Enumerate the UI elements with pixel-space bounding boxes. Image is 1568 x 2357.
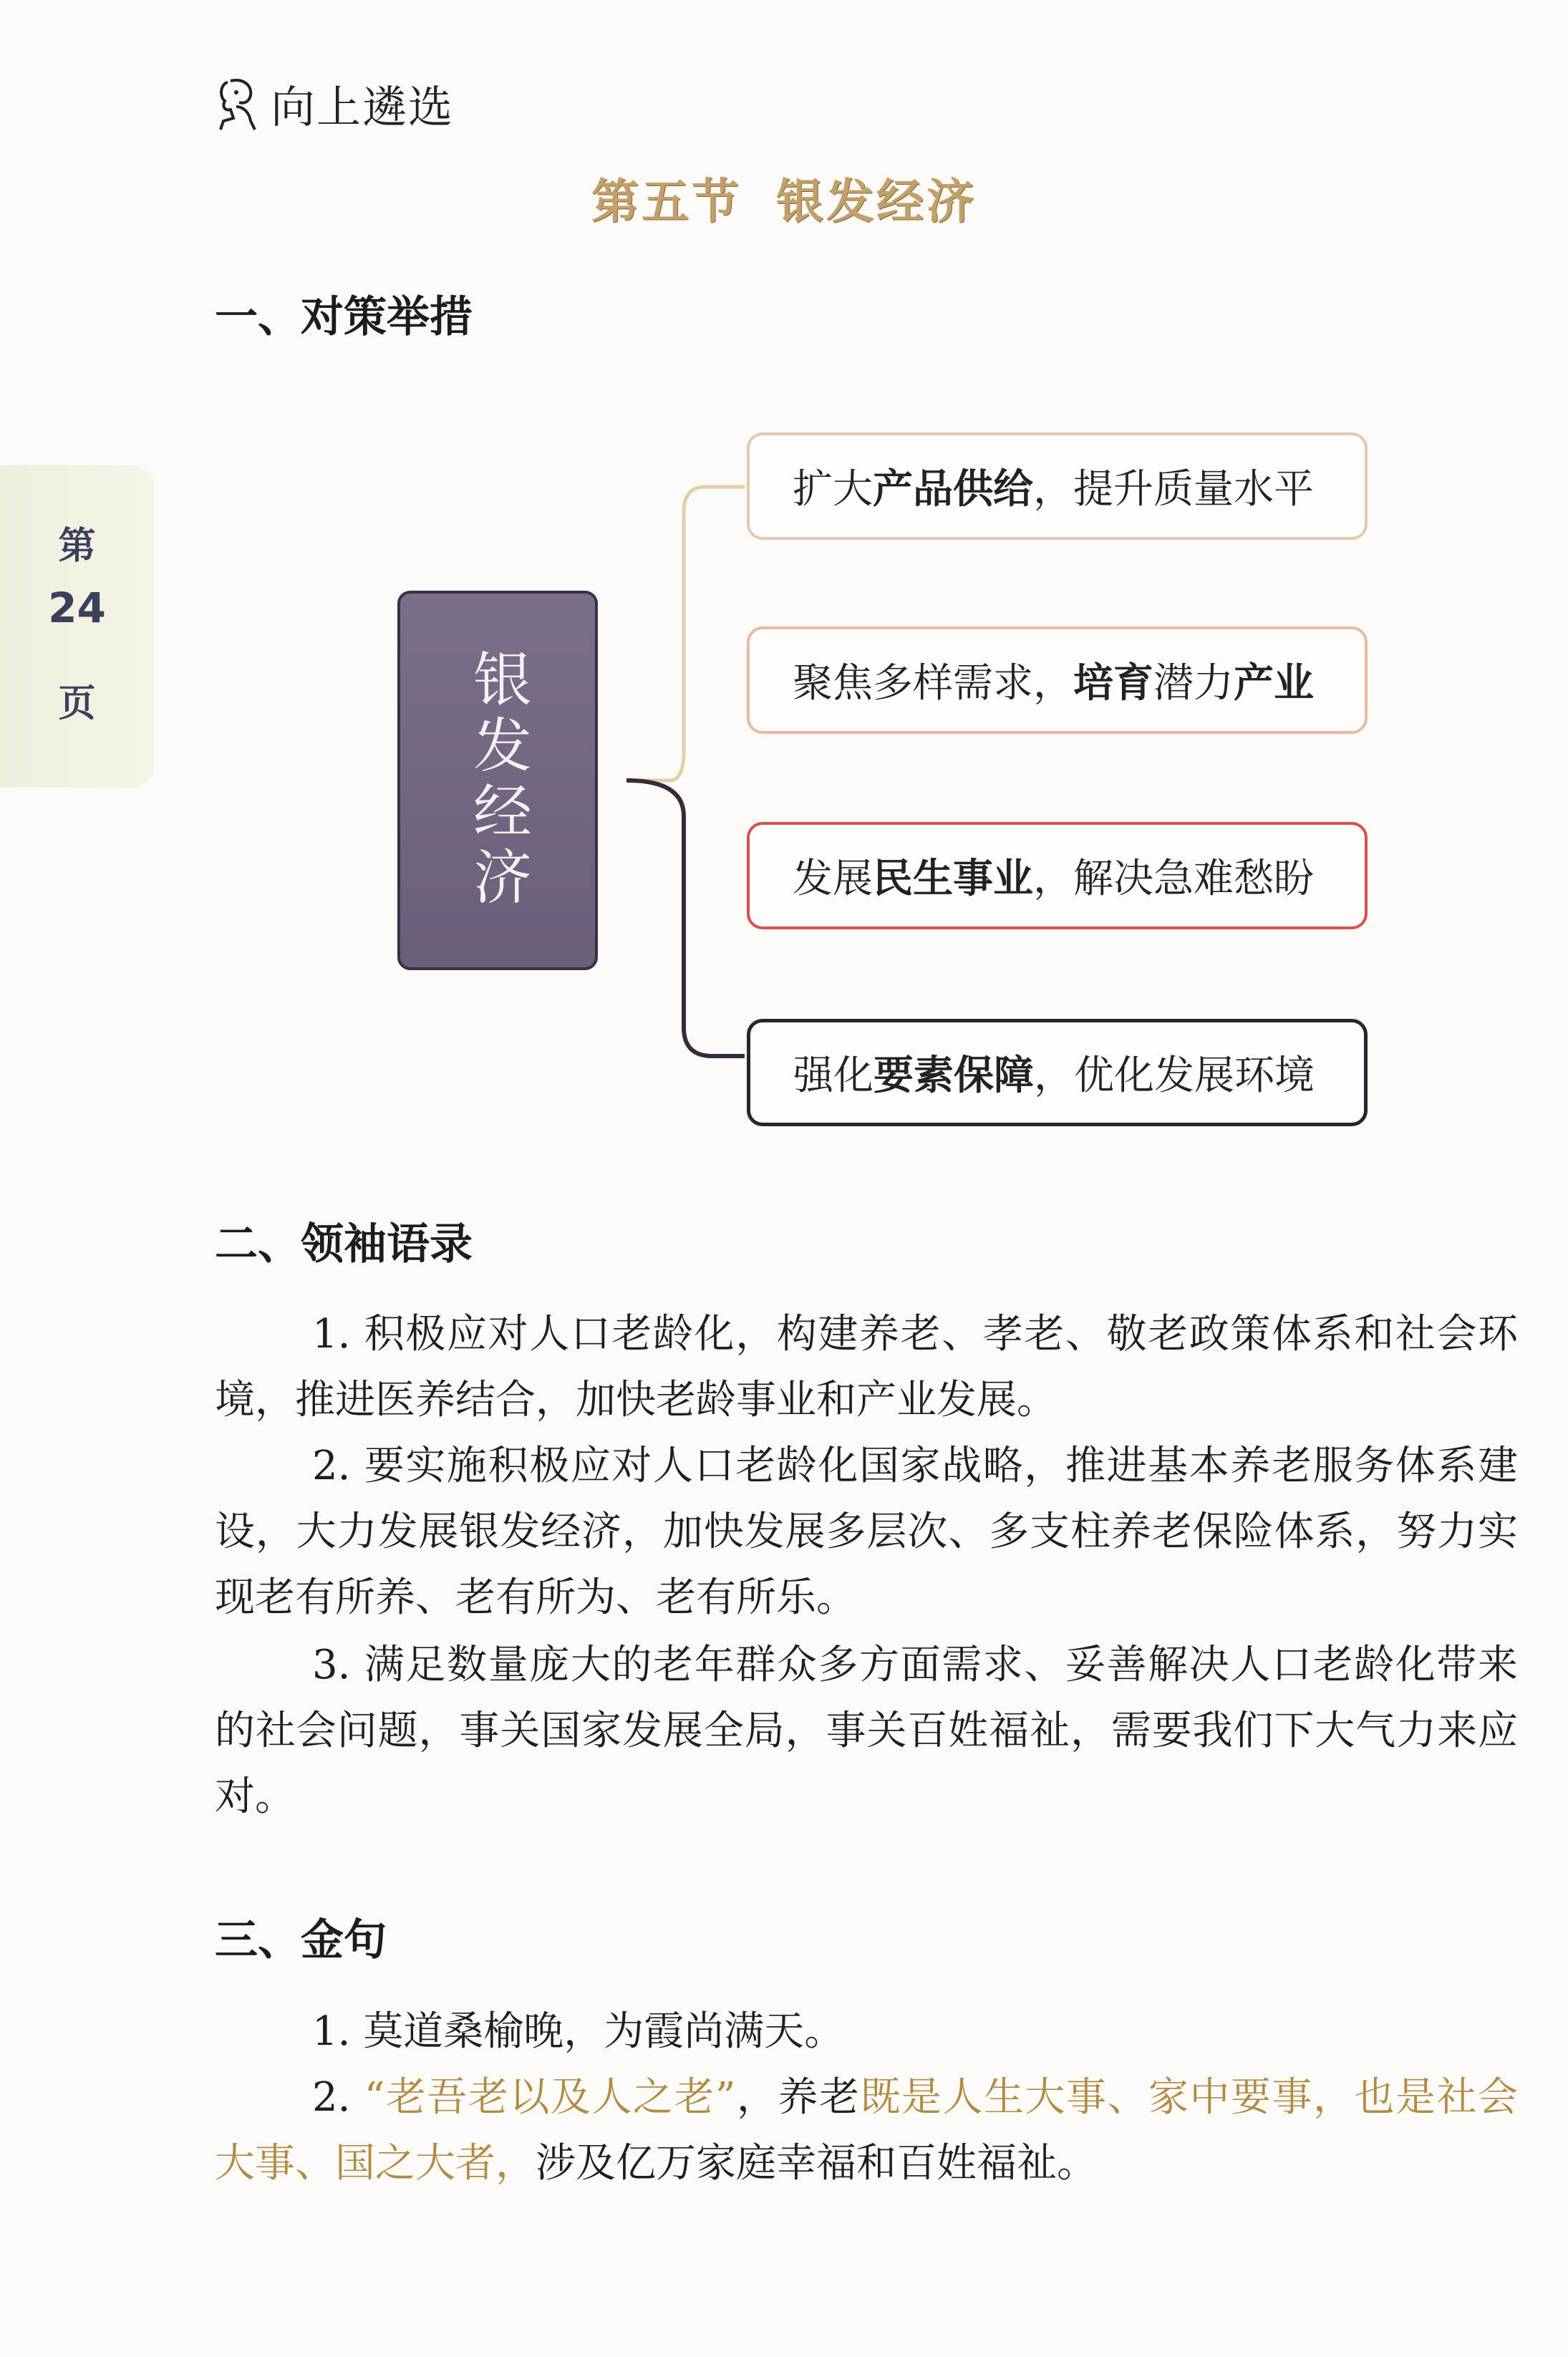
golden-highlight: 既是人生大事、家中要事，也是社会大事、国之大者， [215, 2074, 1518, 2187]
branch-bold: 产品供给 [873, 466, 1033, 513]
page-tab-char-di: 第 [58, 525, 96, 568]
page-tab-number: 24 [48, 584, 106, 632]
golden-item-2 [215, 2065, 1518, 2197]
branch-bold: 产业 [1234, 660, 1314, 707]
branch-text: 强化 [793, 1052, 873, 1099]
branch-text: 发展 [793, 856, 873, 902]
heading-countermeasures: 一、对策举措 [215, 292, 473, 342]
quote-text: 1. 积极应对人口老龄化，构建养老、孝老、敬老政策体系和社会环境，推进医养结合，加快老龄事业和产业发展。 [215, 1311, 1518, 1423]
thinker-logo-icon [215, 75, 259, 132]
mindmap-root-label: 银发经济 [463, 649, 532, 912]
mindmap-bracket [612, 473, 755, 1088]
section-number: 第五节 [591, 173, 742, 229]
section-name: 银发经济 [776, 173, 977, 229]
quote-text: 2. 要实施积极应对人口老龄化国家战略，推进基本养老服务体系建设，大力发展银发经济，加快发展多层次、多支柱养老保险体系，努力实现老有所养、老有所为、老有所乐。 [215, 1443, 1518, 1621]
golden-item-1 [215, 1999, 1518, 2065]
golden-text: 1. 莫道桑榆晚，为霞尚满天。 [312, 2008, 845, 2055]
branch-text: ，提升质量水平 [1033, 466, 1314, 513]
heading-leader-quotes: 二、领袖语录 [215, 1219, 473, 1269]
golden-text: 涉及亿万家庭幸福和百姓福祉。 [536, 2140, 1097, 2187]
branch-text: ，解决急难愁盼 [1033, 856, 1314, 902]
branch-text: 聚焦多样需求， [793, 660, 1073, 707]
brand-name: 向上遴选 [271, 81, 455, 133]
branch-bold: 培育 [1073, 660, 1153, 707]
branch-text: 扩大 [793, 466, 873, 513]
branch-text: ，优化发展环境 [1034, 1052, 1315, 1099]
branch-text: 潜力 [1153, 660, 1234, 707]
golden-text: ，养老 [735, 2074, 861, 2121]
mindmap-root [397, 591, 598, 970]
quote-item-1 [215, 1302, 1518, 1433]
branch-bold: 民生事业 [873, 856, 1033, 902]
section-title [0, 163, 1568, 231]
mindmap-branch-supply [747, 432, 1368, 540]
mindmap-branch-industry [747, 626, 1368, 734]
mindmap-branch-livelihood [747, 822, 1368, 929]
page-side-tab [0, 465, 154, 788]
mindmap-branch-guarantee [747, 1019, 1368, 1126]
quote-item-3 [215, 1632, 1518, 1830]
golden-number: 2. [312, 2074, 364, 2121]
heading-golden-sentences: 三、金句 [215, 1915, 387, 1965]
golden-quote: “老吾老以及人之老” [364, 2074, 736, 2121]
quote-text: 3. 满足数量庞大的老年群众多方面需求、妥善解决人口老龄化带来的社会问题，事关国家发展全局，事关百姓福祉，需要我们下大气力来应对。 [215, 1642, 1518, 1820]
page-tab-char-ye: 页 [58, 682, 96, 725]
header-brand [215, 72, 454, 135]
quote-item-2 [215, 1433, 1518, 1631]
branch-bold: 要素保障 [873, 1052, 1034, 1099]
